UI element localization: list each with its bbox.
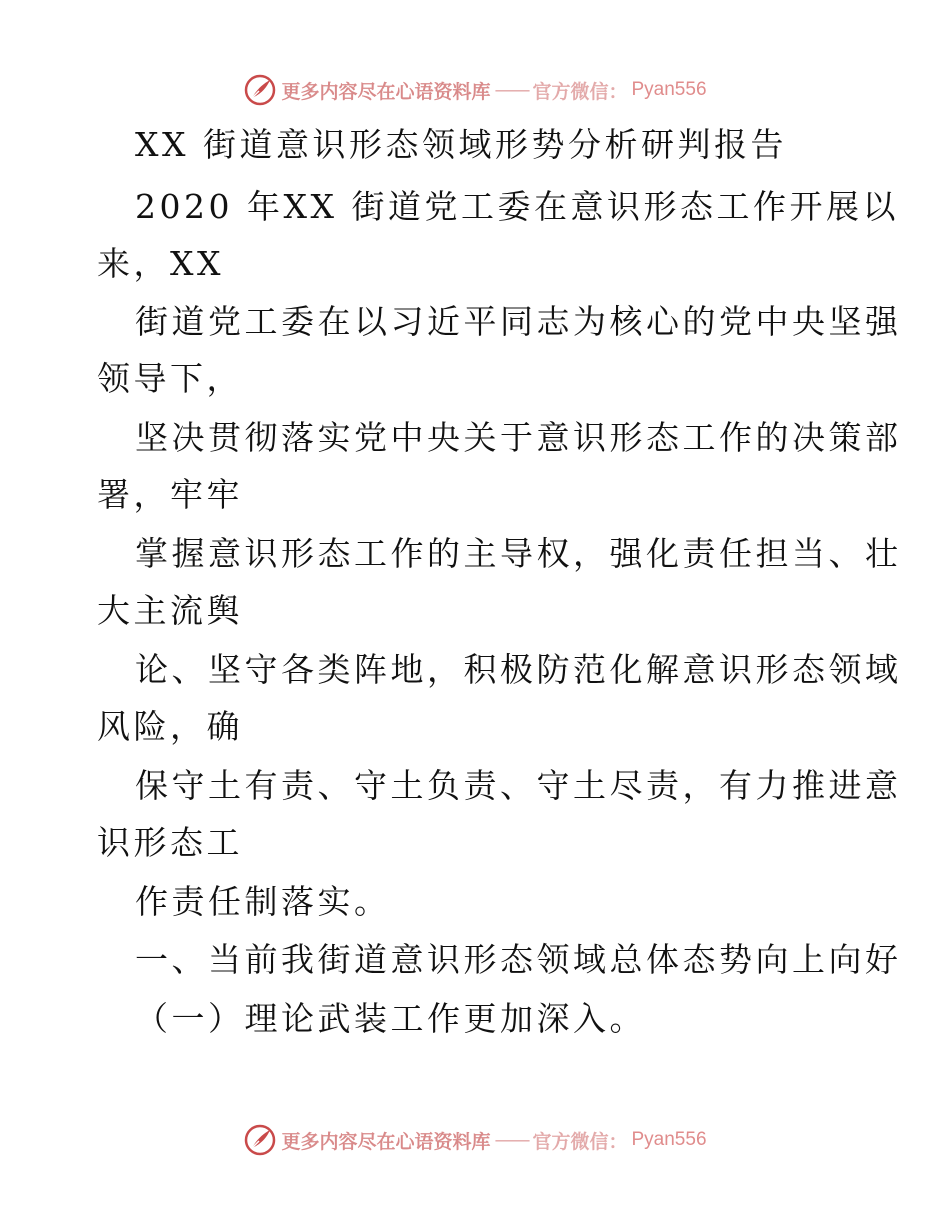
watermark-official-label: 官方微信： [532,1130,628,1153]
paragraph-line: 大主流舆 [97,591,243,630]
paragraph-line: 坚决贯彻落实党中央关于意识形态工作的决策部 [135,418,902,457]
watermark-main-text: 更多内容尽在心语资料库 [281,80,491,103]
watermark-official-label: 官方微信： [532,80,628,103]
paragraph-line: 风险，确 [97,707,243,746]
header-watermark [0,70,950,110]
watermark-main-text: 更多内容尽在心语资料库 [281,1130,491,1153]
paragraph-line: 街道党工委在以习近平同志为核心的党中央坚强 [135,302,902,341]
document-title: XX 街道意识形态领域形势分析研判报告 [135,125,787,164]
feather-pen-icon [243,1123,277,1157]
footer-watermark [0,1120,950,1160]
paragraph-line: 来，XX [97,244,224,283]
paragraph-line: 作责任制落实。 [135,882,391,921]
paragraph-line: 保守土有责、守土负责、守土尽责，有力推进意 [135,766,902,805]
paragraph-line: 2020 年XX 街道党工委在意识形态工作开展以 [135,187,899,226]
watermark-separator: —— [494,1129,529,1151]
feather-pen-icon [243,73,277,107]
subsection-heading: （一）理论武装工作更加深入。 [135,999,646,1038]
section-heading: 一、当前我街道意识形态领域总体态势向上向好 [135,940,902,979]
watermark-separator: —— [494,79,529,101]
paragraph-line: 论、坚守各类阵地，积极防范化解意识形态领域 [135,650,902,689]
watermark-account: Pyan556 [631,1129,707,1150]
paragraph-line: 掌握意识形态工作的主导权，强化责任担当、壮 [135,534,902,573]
watermark-account: Pyan556 [631,79,707,100]
paragraph-line: 署，牢牢 [97,475,243,514]
paragraph-line: 领导下， [97,359,243,398]
paragraph-line: 识形态工 [97,823,243,862]
